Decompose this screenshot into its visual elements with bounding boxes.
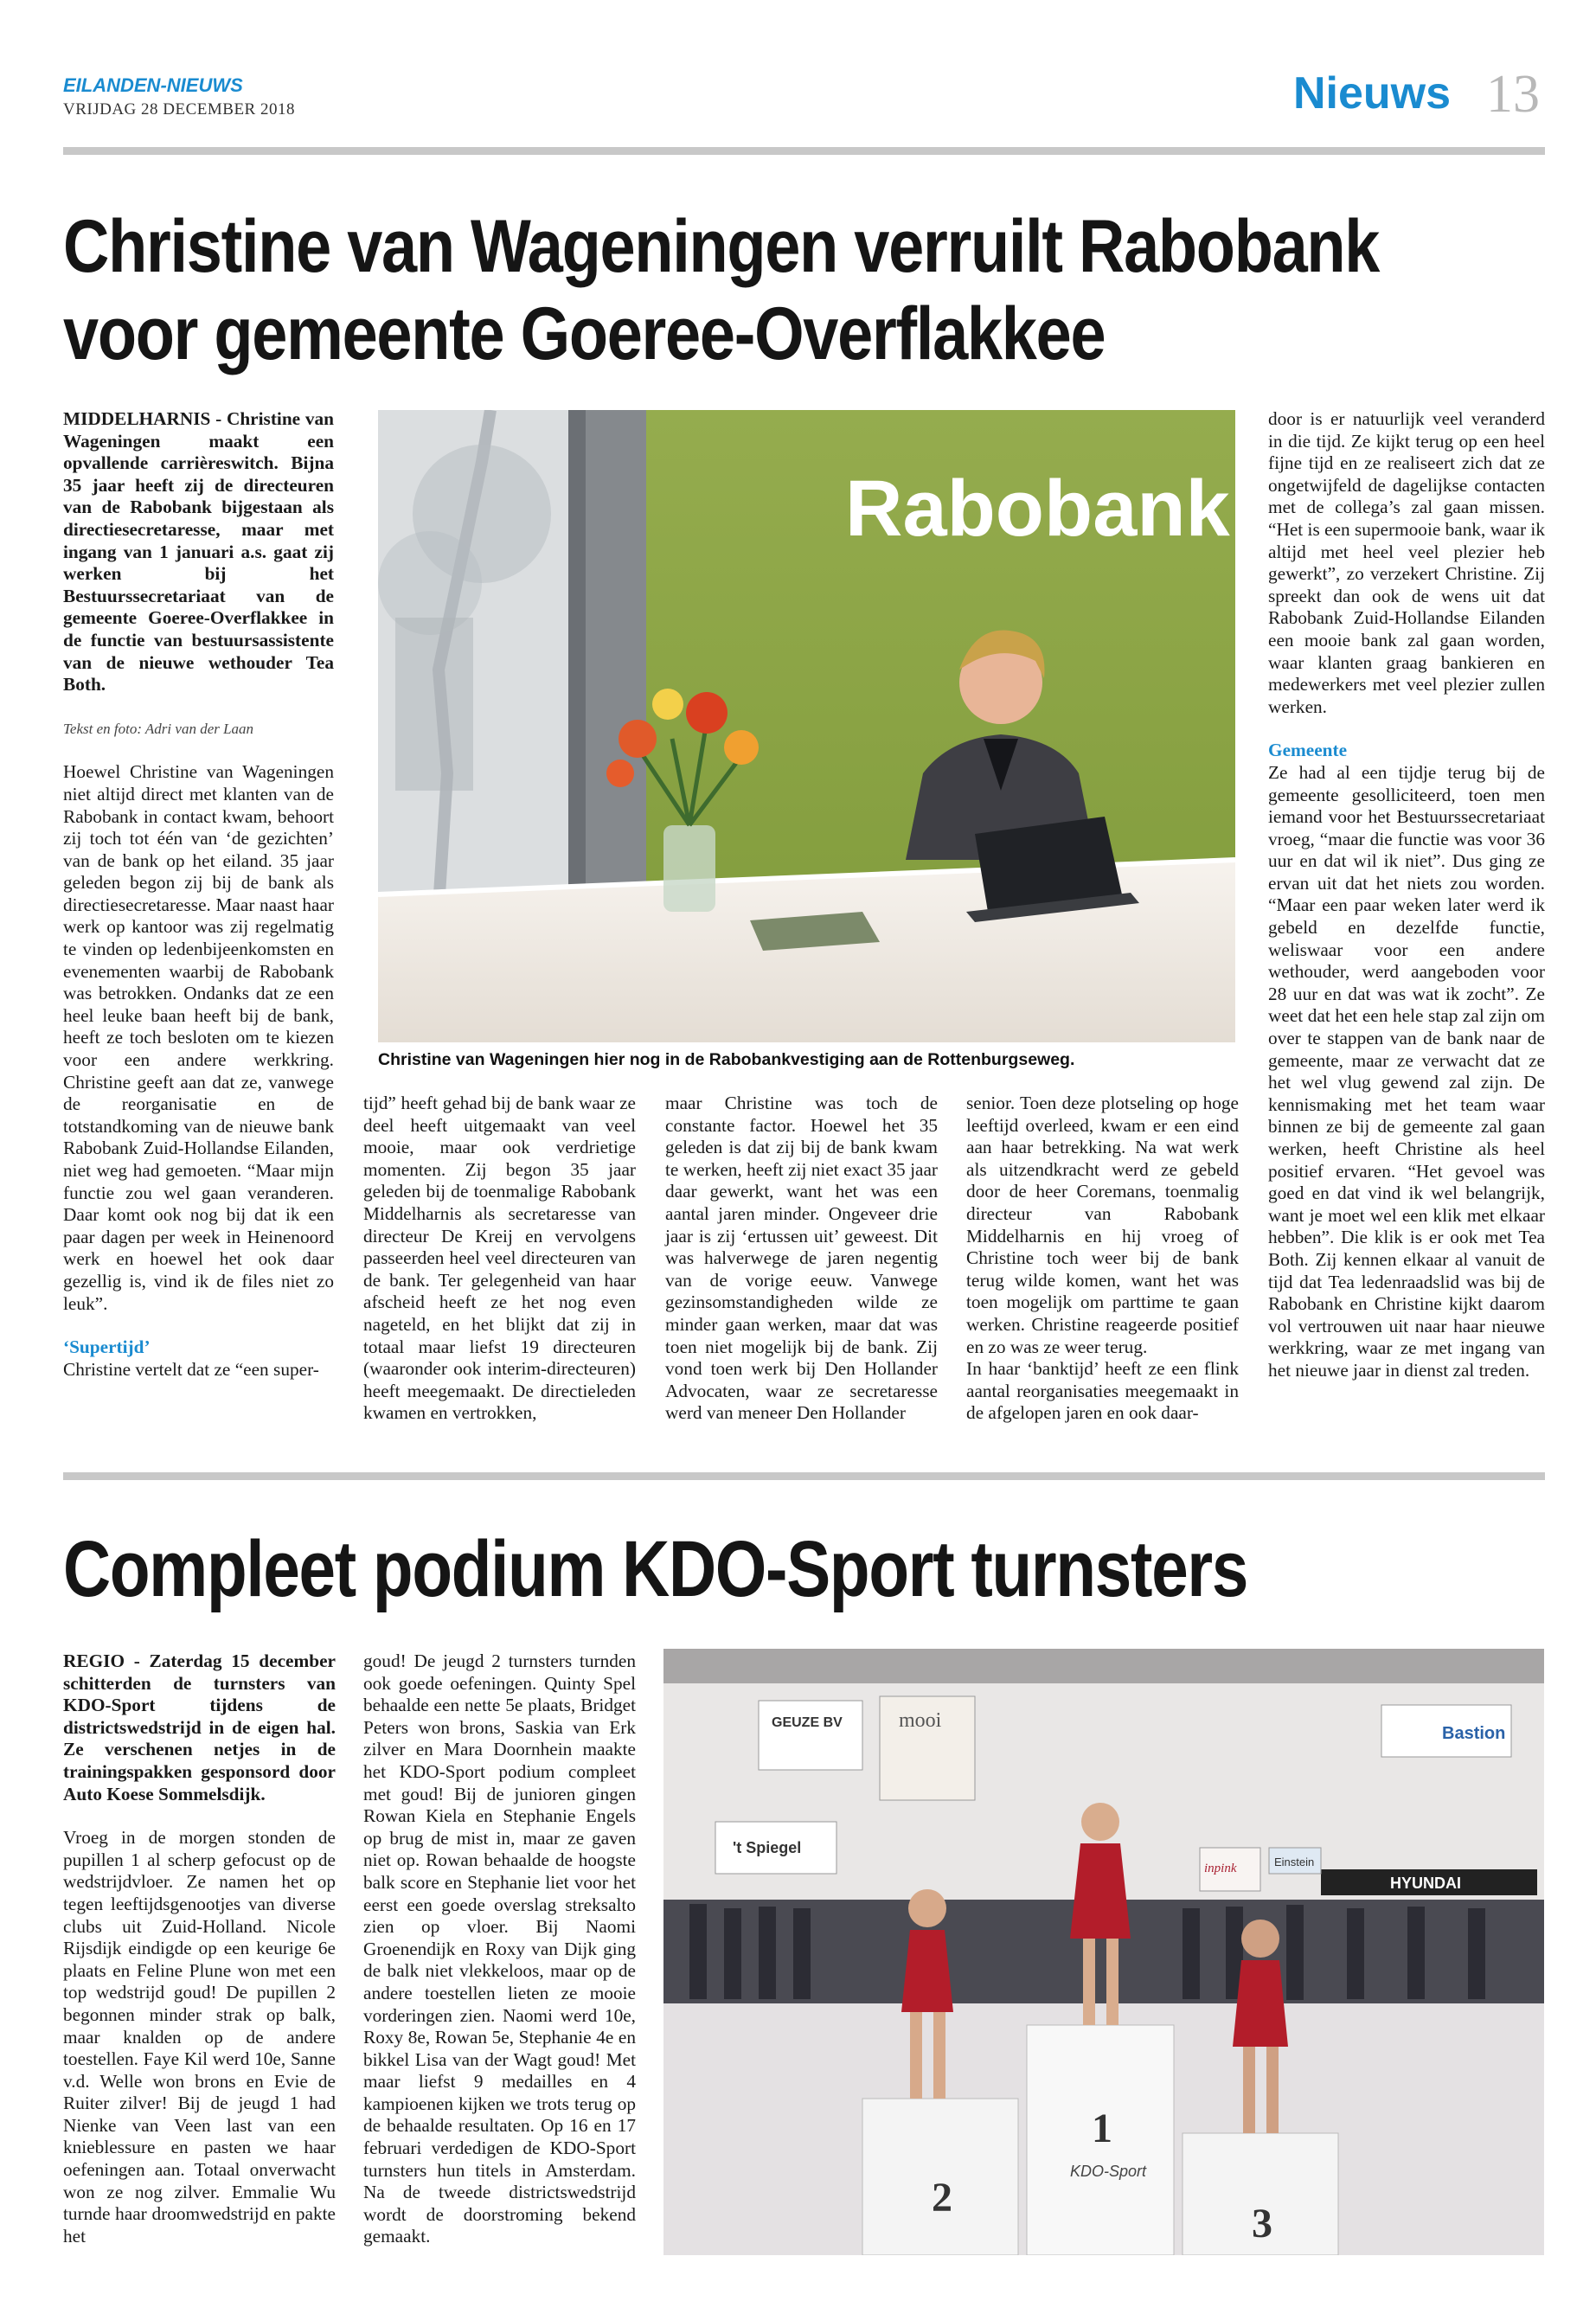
photo-credit: Tekst en foto: Adri van der Laan xyxy=(63,720,254,737)
article2-column-1 xyxy=(63,1650,336,2247)
article2-headline: Compleet podium KDO-Sport turnsters xyxy=(63,1525,1248,1613)
article1-paragraph: Christine vertelt dat ze “een super- xyxy=(63,1358,319,1380)
rabobank-photo-illustration xyxy=(378,410,1235,1042)
photo-caption: Christine van Wageningen hier nog in de Rabobankvestiging aan de Rottenburgseweg. xyxy=(378,1050,1075,1069)
gymnastics-podium-photo xyxy=(663,1649,1544,2255)
top-divider xyxy=(63,147,1545,155)
article2-paragraph: Vroeg in de morgen stonden de pupillen 1 al scherp gefocust op de wedstrijdvloer. Ze namen het op tegen leeftijdsgenootjes van diverse clubs uit Zuid-Holland. Nicole Rijsdijk eindigde op een keurige 6e plaats en Feline Plune won met een top wedstrijd goud! De pupillen 2 begonnen minder strak op balk, maar knalden op de andere toestellen. Faye Kil werd 10e, Sanne v.d. Welle won brons en Evie de Ruiter zilver! Bij de jeugd 1 had Nienke van Veen last van een knieblessure en pasten we haar oefeningen aan. Totaal onverwacht won ze nog zilver. Emmalie Wu turnde haar droomwedstrijd en pakte het xyxy=(63,1827,336,2247)
subheading-supertijd: ‘Supertijd’ xyxy=(63,1336,151,1358)
banner-geuze: GEUZE BV xyxy=(772,1715,843,1730)
article1-column-1 xyxy=(63,408,334,1381)
article2-column-2 xyxy=(363,1650,636,2248)
gymnastics-photo-illustration xyxy=(663,1649,1544,2255)
page-number: 13 xyxy=(1486,65,1540,124)
podium-number-1: 1 xyxy=(1092,2106,1112,2151)
article1-paragraph: Ze had al een tijdje terug bij de gemeente gesolliciteerd, toen men iemand voor het Bestuurssecretariaat vroeg, “maar die functie was voor 36 uur en dat wil ik niet”. Dus ging ze ervan uit dat het niets zou worden. “Maar een paar weken later werd ik gebeld en dezelfde functie, weliswaar voor een andere wethouder, werd aangeboden voor 28 uur en dat was wat ik zocht”. Ze weet dat het een hele stap zal zijn om over te stappen van de bank naar de gemeente, maar ze verwacht dat ze het wel vlug gewend zal zijn. De kennismaking met het team waar binnen ze bij de gemeente zal gaan werken, heeft Christine als heel positief ervaren. “Het gevoel was goed en dat vind ik wel belangrijk, want je moet wel een klik met elkaar hebben”. Die klik is er ook met Tea Both. Zij kennen elkaar al vanuit de tijd dat Tea ledenraadslid was bij de Rabobank en Christine kijkt daarom vol vertrouwen uit naar haar nieuwe werkkring, waar ze met ingang van het nieuwe jaar in dienst zal treden. xyxy=(1268,761,1545,1381)
podium-logo: KDO-Sport xyxy=(1070,2163,1147,2180)
banner-einstein: Einstein xyxy=(1274,1856,1315,1868)
rabobank-photo xyxy=(378,410,1235,1042)
article1-headline xyxy=(63,203,1379,377)
article1-column-4 xyxy=(966,1093,1239,1425)
banner-spiegel: 't Spiegel xyxy=(733,1839,802,1856)
article1-column-2 xyxy=(363,1093,636,1425)
issue-date: VRIJDAG 28 DECEMBER 2018 xyxy=(63,100,295,119)
article2-lead: REGIO - Zaterdag 15 december schitterden de turnsters van KDO-Sport tijdens de districtswedstrijd in de eigen hal. Ze verschenen netjes in de trainingspakken gesponsord door Auto Koese Sommelsdijk. xyxy=(63,1650,336,1804)
podium-number-2: 2 xyxy=(932,2175,952,2221)
article1-lead: MIDDELHARNIS - Christine van Wageningen maakt een opvallende carrièreswitch. Bijna 35 jaar heeft zij de directeuren van de Rabobank bijgestaan als directiesecretaresse, maar met ingang van 1 januari a.s. gaat zij werken bij het Bestuurssecretariaat van de gemeente Goeree-Overflakkee in de functie van bestuursassistente van de nieuwe wethouder Tea Both. xyxy=(63,408,334,695)
article1-headline-line2: voor gemeente Goeree-Overflakkee xyxy=(63,292,1106,375)
article1-column-5 xyxy=(1268,408,1545,1382)
article1-paragraph: In haar ‘banktijd’ heeft ze een flink aantal reorganisaties meegemaakt in de afgelopen jaren en ook daar- xyxy=(966,1358,1239,1424)
banner-mooi: mooi xyxy=(899,1709,942,1732)
article1-paragraph: tijd” heeft gehad bij de bank waar ze deel heeft uitgemaakt van veel mooie, maar ook verdrietige momenten. Zij begon 35 jaar geleden bij de toenmalige Rabobank Middelharnis als secretaresse van directeur De Kreij en vervolgens passeerden heel veel directeuren van de bank. Ter gelegenheid van haar afscheid heeft ze het nog even nageteld, en het blijkt dat zij in totaal maar liefst 19 directeuren (waaronder ook interim-directeuren) heeft meegemaakt. De directieleden kwamen en vertrokken, xyxy=(363,1093,636,1424)
banner-bastion: Bastion xyxy=(1442,1724,1506,1743)
article1-paragraph: door is er natuurlijk veel veranderd in die tijd. Ze kijkt terug op een heel fijne tijd en ze realiseert zich dat ze ongetwijfeld de dagelijkse contacten met de collega’s zal gaan missen. “Het is een supermooie bank, waar ik altijd met heel veel plezier heb gewerkt”, zo verzekert Christine. Zij spreekt dan ook de wens uit dat Rabobank Zuid-Hollandse Eilanden een mooie bank zal gaan worden, waar klanten graag bankieren en medewerkers met veel plezier zullen werken. xyxy=(1268,408,1545,717)
newspaper-logo: EILANDEN-NIEUWS xyxy=(63,74,243,96)
subheading-gemeente: Gemeente xyxy=(1268,740,1348,761)
article1-paragraph: Hoewel Christine van Wageningen niet altijd direct met klanten van de Rabobank in contact kwam, behoort zij toch tot één van ‘de gezichten’ van de bank op het eiland. 35 jaar geleden begon zij bij de bank als directiesecretaresse. Maar naast haar werk op kantoor was zij regelmatig te vinden op ledenbijeenkomsten en evenementen waarbij de Rabobank was betrokken. Ondanks dat ze een heel leuke baan heeft bij de bank, heeft ze toch besloten om te kiezen voor een andere werkkring. Christine geeft aan dat ze, vanwege de reorganisatie en de totstandkoming van de nieuwe bank Rabobank Zuid-Hollandse Eilanden, niet weg had gemoeten. “Maar mijn functie zou wel gaan veranderen. Daar komt ook nog bij dat ik een paar dagen per week in Heinenoord werk en hoewel het ook daar gezellig is, vind ik de files niet zo leuk”. xyxy=(63,761,334,1314)
article1-headline-line1: Christine van Wageningen verruilt Rabobank xyxy=(63,205,1380,288)
article1-paragraph: senior. Toen deze plotseling op hoge leeftijd overleed, kwam er een eind aan haar betrekking. Na wat werk als uitzendkracht werd ze gebeld door de heer Coremans, toenmalig directeur van Rabobank Middelharnis en hij vroeg of Christine toch weer bij de bank terug wilde komen, want het was toen mogelijk om parttime te gaan werken. Christine reageerde positief en zo was ze weer terug. xyxy=(966,1093,1239,1357)
banner-inpink: inpink xyxy=(1204,1862,1237,1875)
article2-paragraph: goud! De jeugd 2 turnsters turnden ook goede oefeningen. Quinty Spel behaalde een nette 5e plaats, Bridget Peters won brons, Saskia van Erk zilver en Mara Doornhein maakte het KDO-Sport podium compleet met goud! Bij de junioren gingen Rowan Kiela en Stephanie Engels op brug de mist in, maar ze gaven niet op. Rowan behaalde de hoogste balk score en Stephanie liet voor het eerst een goede overslag streksalto zien op vloer. Bij Naomi Groenendijk en Roxy van Dijk ging de balk niet vlekkeloos, maar op de andere toestellen lieten ze mooie vorderingen zien. Naomi werd 10e, Roxy 8e, Rowan 5e, Stephanie 4e en bikkel Lisa van der Wagt goud! Met maar liefst 9 medailles en 4 kampioenen kijken we trots terug op de behaalde resultaten. Op 16 en 17 februari verdedigen de KDO-Sport turnsters hun titels in Amsterdam. Na de tweede districtswedstrijd wordt de doorstroming bekend gemaakt. xyxy=(363,1650,636,2247)
article-divider xyxy=(63,1472,1545,1480)
rabobank-sign: Rabobank xyxy=(845,465,1230,553)
banner-hyundai: HYUNDAI xyxy=(1390,1875,1462,1892)
article1-column-3 xyxy=(665,1093,938,1425)
podium-number-3: 3 xyxy=(1252,2201,1272,2247)
article1-paragraph: maar Christine was toch de constante factor. Hoewel het 35 geleden is dat zij bij de bank kwam te werken, heeft zij niet exact 35 jaar daar gewerkt, want het was een aantal jaren minder. Ongeveer drie jaar is zij ‘ertussen uit’ geweest. Dit was halverwege de jaren negentig van de vorige eeuw. Vanwege gezinsomstandigheden wilde ze minder gaan werken, maar dat was toen niet mogelijk bij de bank. Zij vond toen werk bij Den Hollander Advocaten, waar ze secretaresse werd van meneer Den Hollander xyxy=(665,1093,938,1424)
section-title: Nieuws xyxy=(1293,68,1452,119)
